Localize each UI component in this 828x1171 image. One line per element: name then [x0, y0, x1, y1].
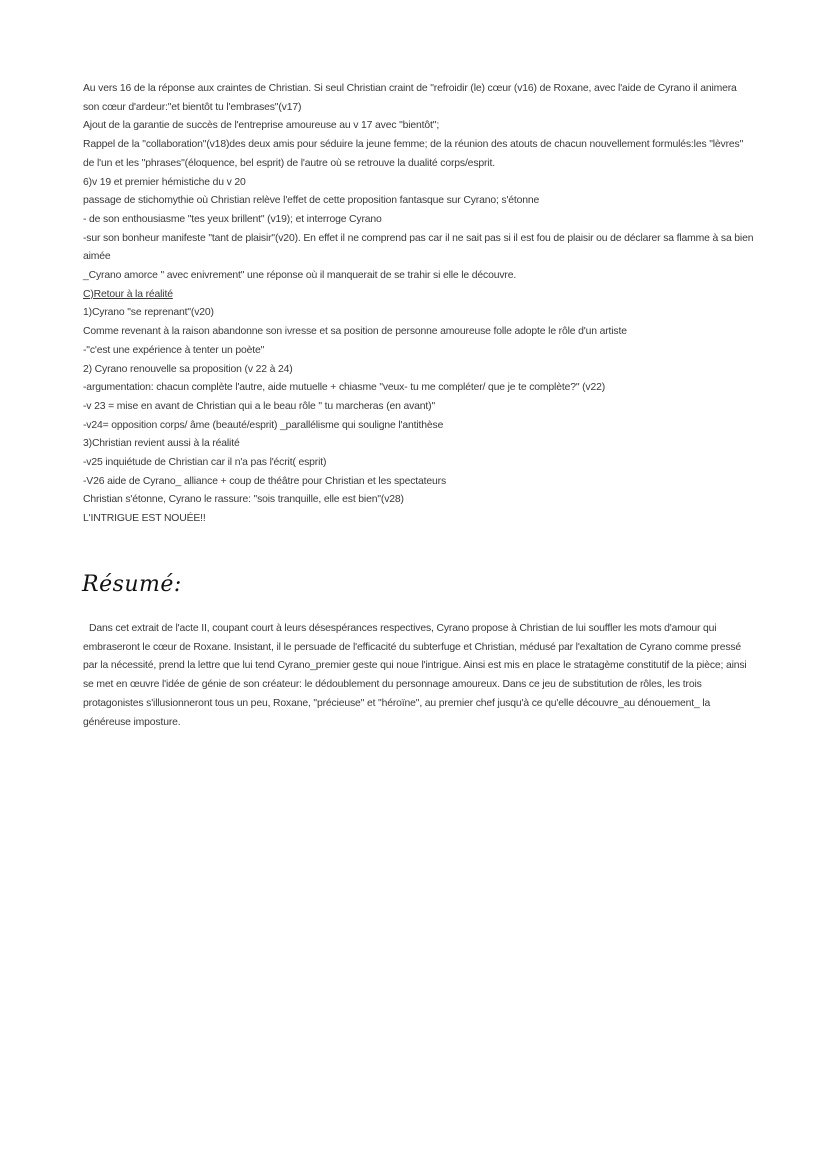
note-line: -sur son bonheur manifeste "tant de plaisir"(v20). En effet il ne comprend pas car il ne sait pas si il est fou de plaisir ou de déclarer sa flamme à sa bien aimée — [83, 232, 754, 263]
note-line: -V26 aide de Cyrano_ alliance + coup de théâtre pour Christian et les spectateurs — [83, 475, 447, 487]
section-heading-retour: C)Retour à la réalité — [83, 288, 173, 300]
note-line: Ajout de la garantie de succès de l'entreprise amoureuse au v 17 avec "bientôt"; — [83, 120, 440, 132]
note-line: 2) Cyrano renouvelle sa proposition (v 22 à 24) — [83, 363, 293, 375]
note-line: Au vers 16 de la réponse aux craintes de Christian. Si seul Christian craint de "refroidir (le) cœur (v16) de Roxane, avec l'aide de Cyrano il animera son cœur d'ardeur:"et bientôt tu l'embrases"(v17) — [83, 83, 737, 113]
note-line: 1)Cyrano "se reprenant"(v20) — [83, 307, 214, 319]
note-line: 6)v 19 et premier hémistiche du v 20 — [83, 176, 246, 188]
note-line-conclusion: L'INTRIGUE EST NOUÉE!! — [83, 513, 206, 525]
resume-paragraph: Dans cet extrait de l'acte II, coupant court à leurs désespérances respectives, Cyrano propose à Christian de lui souffler les mots d'amour qui embraseront le cœur de Roxane. Insistant, il le persuade de l'efficacité du subterfuge et Christian, médusé par l'exaltation de Cyrano comme pressé par la nécessité, prend la lettre que lui tend Cyrano_premier geste qui noue l'intrigue. Ainsi est mis en place le stratagème constitutif de la pièce; ainsi se met en œuvre l'idée de génie de son créateur: le dédoublement du personnage amoureux. Dans ce jeu de substitution de rôles, les trois protagonistes s'illusionneront tous un peu, Roxane, "précieuse" et "héroïne", au premier chef jusqu'à ce qu'elle découvre_au dénouement_ la généreuse imposture. — [83, 623, 747, 728]
note-line: -v24= opposition corps/ âme (beauté/esprit) _parallélisme qui souligne l'antithèse — [83, 419, 444, 431]
resume-heading: Résumé: — [82, 572, 182, 597]
note-line: - de son enthousiasme "tes yeux brillent" (v19); et interroge Cyrano — [83, 213, 382, 225]
note-line: passage de stichomythie où Christian relève l'effet de cette proposition fantasque sur Cyrano; s'étonne — [83, 195, 540, 207]
note-line: -argumentation: chacun complète l'autre, aide mutuelle + chiasme "veux- tu me compléter/ que je te complète?" (v22) — [83, 382, 606, 394]
note-line: Comme revenant à la raison abandonne son ivresse et sa position de personne amoureuse folle adopte le rôle d'un artiste — [83, 326, 627, 338]
note-line: -v 23 = mise en avant de Christian qui a le beau rôle " tu marcheras (en avant)" — [83, 400, 436, 412]
note-line: Christian s'étonne, Cyrano le rassure: "sois tranquille, elle est bien"(v28) — [83, 494, 404, 506]
note-line: -v25 inquiétude de Christian car il n'a pas l'écrit( esprit) — [83, 457, 327, 469]
note-line: -"c'est une expérience à tenter un poète" — [83, 344, 265, 356]
note-line: 3)Christian revient aussi à la réalité — [83, 438, 240, 450]
note-line: _Cyrano amorce " avec enivrement" une réponse où il manquerait de se trahir si elle le découvre. — [83, 270, 517, 282]
note-line: Rappel de la "collaboration"(v18)des deux amis pour séduire la jeune femme; de la réunion des atouts de chacun nouvellement formulés:les "lèvres" de l'un et les "phrases"(éloquence, bel esprit) de l'autre où se retrouve la dualité corps/esprit. — [83, 139, 744, 169]
analysis-notes — [83, 80, 755, 529]
